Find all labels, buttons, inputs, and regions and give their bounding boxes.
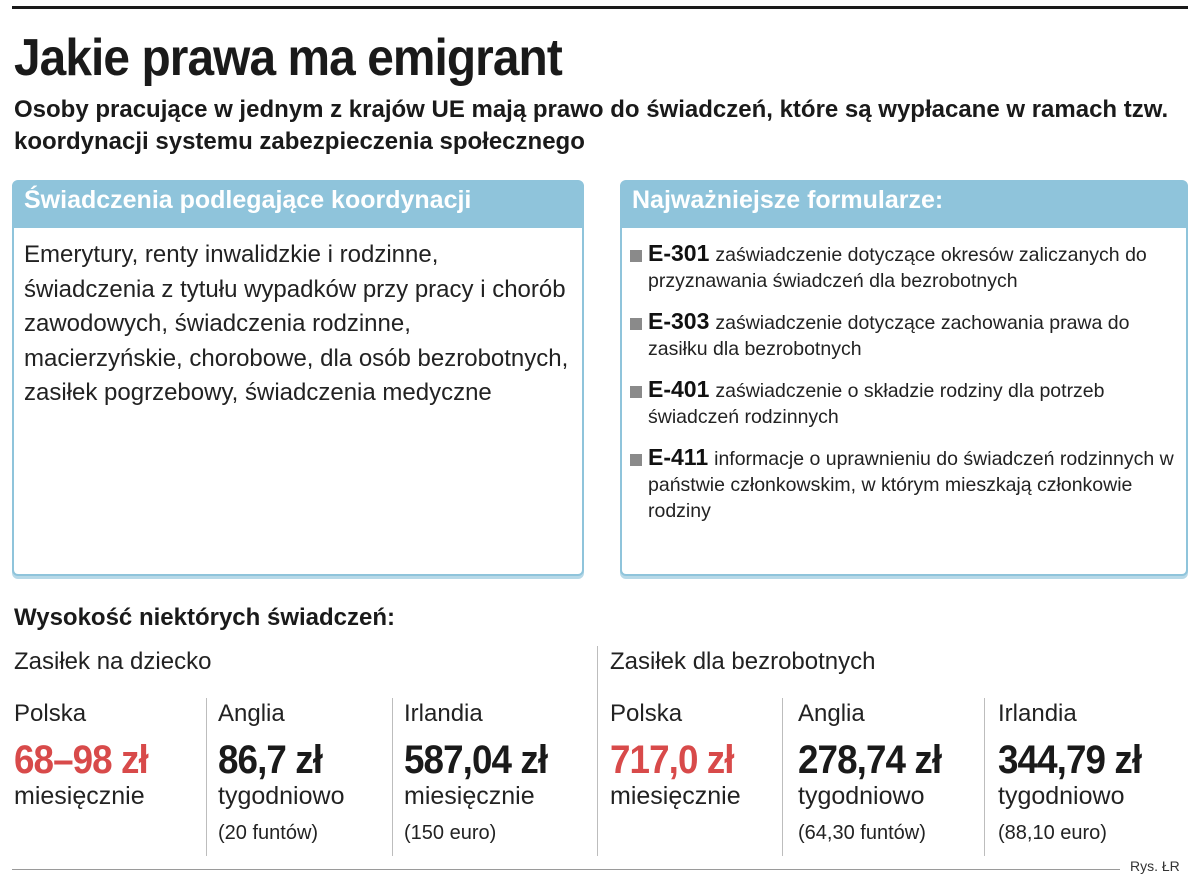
- benefit-amount: 587,04 zł: [404, 738, 548, 782]
- benefit-frequency: tygodniowo: [218, 782, 345, 810]
- benefit-amount: 86,7 zł: [218, 738, 323, 782]
- country-name: Irlandia: [998, 700, 1077, 727]
- form-code: E-303: [648, 308, 710, 334]
- bottom-rule: [12, 869, 1120, 870]
- forms-title: Najważniejsze formularze:: [622, 182, 1186, 228]
- benefit-amount: 278,74 zł: [798, 738, 942, 782]
- square-bullet-icon: [630, 386, 642, 398]
- top-rule: [12, 6, 1188, 9]
- form-item: [630, 308, 1178, 362]
- country-name: Irlandia: [404, 700, 483, 727]
- coordination-benefits-title: Świadczenia podlegające koordynacji: [14, 182, 582, 228]
- benefit-frequency: miesięcznie: [610, 782, 741, 810]
- benefit-note: (64,30 funtów): [798, 822, 926, 844]
- benefit-amount: 717,0 zł: [610, 738, 734, 782]
- group-divider: [597, 646, 598, 856]
- benefit-frequency: tygodniowo: [798, 782, 925, 810]
- country-name: Polska: [14, 700, 87, 727]
- page-subtitle: Osoby pracujące w jednym z krajów UE mają prawo do świadczeń, które są wypłacane w ramach tzw. koordynacji systemu zabezpieczenia społecznego: [14, 96, 1169, 155]
- benefit-frequency: tygodniowo: [998, 782, 1125, 810]
- square-bullet-icon: [630, 250, 642, 262]
- country-name: Anglia: [218, 700, 285, 727]
- form-item: [630, 444, 1178, 524]
- form-code: E-411: [648, 444, 709, 470]
- benefit-amount: 344,79 zł: [998, 738, 1142, 782]
- benefit-frequency: miesięcznie: [404, 782, 535, 810]
- form-code: E-401: [648, 376, 710, 402]
- forms-box: [620, 180, 1188, 576]
- graphic-credit: Rys. ŁR: [1130, 858, 1180, 874]
- form-description: zaświadczenie dotyczące zachowania prawa do zasiłku dla bezrobotnych: [648, 312, 1130, 360]
- page-title: Jakie prawa ma emigrant: [14, 29, 562, 87]
- form-code: E-301: [648, 240, 710, 266]
- square-bullet-icon: [630, 318, 642, 330]
- column-divider: [392, 698, 393, 856]
- unemployment-benefit-label: Zasiłek dla bezrobotnych: [610, 648, 876, 675]
- column-divider: [206, 698, 207, 856]
- benefit-note: (150 euro): [404, 822, 497, 844]
- coordination-benefits-box: [12, 180, 584, 576]
- benefit-note: (88,10 euro): [998, 822, 1107, 844]
- benefit-amount: 68–98 zł: [14, 738, 148, 782]
- form-item: [630, 240, 1178, 294]
- benefit-note: (20 funtów): [218, 822, 319, 844]
- form-description: informacje o uprawnieniu do świadczeń rodzinnych w państwie członkowskim, w którym mieszkają członkowie rodziny: [648, 448, 1174, 522]
- child-benefit-label: Zasiłek na dziecko: [14, 648, 212, 675]
- coordination-benefits-text: Emerytury, renty inwalidzkie i rodzinne, świadczenia z tytułu wypadków przy pracy i chorób zawodowych, świadczenia rodzinne, macierzyńskie, chorobowe, dla osób bezrobotnych, zasiłek pogrzebowy, świadczenia medyczne: [24, 241, 569, 406]
- square-bullet-icon: [630, 454, 642, 466]
- benefit-frequency: miesięcznie: [14, 782, 145, 810]
- form-description: zaświadczenie dotyczące okresów zaliczanych do przyznawania świadczeń dla bezrobotnych: [648, 244, 1147, 292]
- benefits-section-title: Wysokość niektórych świadczeń:: [14, 604, 396, 631]
- country-name: Polska: [610, 700, 683, 727]
- column-divider: [984, 698, 985, 856]
- column-divider: [782, 698, 783, 856]
- forms-list: [622, 228, 1186, 524]
- form-description: zaświadczenie o składzie rodziny dla potrzeb świadczeń rodzinnych: [648, 380, 1105, 428]
- country-name: Anglia: [798, 700, 865, 727]
- form-item: [630, 376, 1178, 430]
